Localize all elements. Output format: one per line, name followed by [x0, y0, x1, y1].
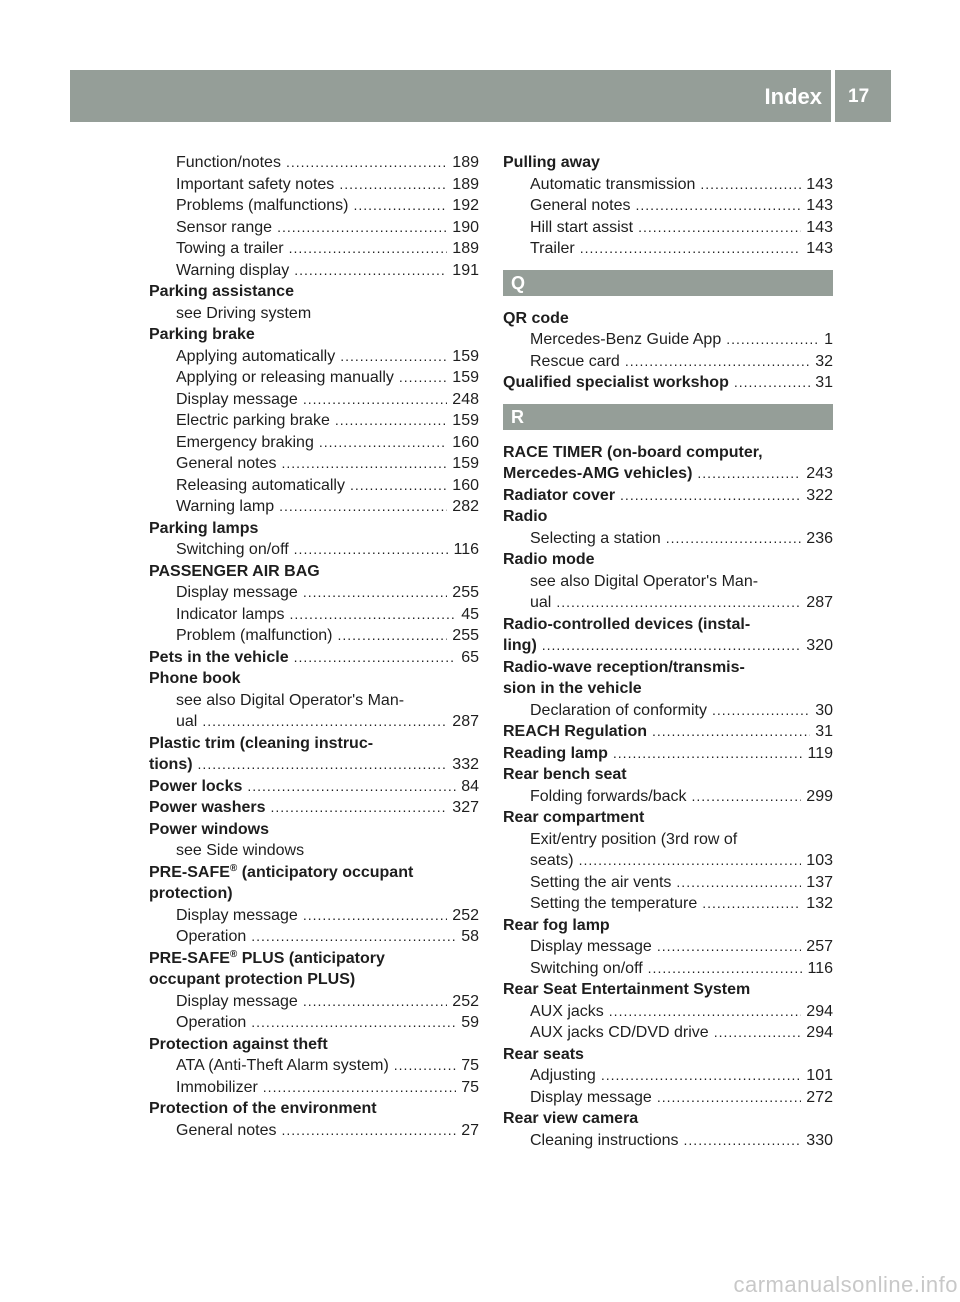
entry-text: PRE-SAFE® (anticipatory occupant — [149, 862, 414, 881]
entry-text: Problems (malfunctions) — [176, 197, 349, 214]
entry-text: Rear fog lamp — [503, 916, 610, 934]
dot-leader — [251, 926, 456, 948]
entry-text: PRE-SAFE® PLUS (anticipatory — [149, 948, 385, 967]
entry-page-number: 189 — [452, 154, 479, 171]
entry-text: Phone book — [149, 670, 241, 687]
index-entry[interactable] — [149, 647, 479, 669]
entry-text: Setting the temperature — [530, 895, 698, 912]
dot-leader — [657, 1087, 801, 1109]
index-entry — [503, 1108, 833, 1130]
entry-page-number: 119 — [807, 744, 833, 762]
entry-text: Important safety notes — [176, 175, 335, 193]
entry-page-number: 236 — [806, 529, 833, 547]
dot-leader — [580, 238, 802, 260]
entry-text: ATA (Anti-Theft Alarm system) — [176, 1057, 389, 1074]
entry-text: Qualified specialist workshop — [503, 374, 729, 391]
entry-text: Rear bench seat — [503, 766, 627, 783]
entry-page-number: 137 — [806, 873, 833, 891]
entry-text: Selecting a station — [530, 529, 661, 547]
index-subentry[interactable] — [503, 850, 833, 872]
entry-text: Operation — [176, 1014, 247, 1031]
entry-text: Folding forwards/back — [530, 787, 687, 805]
entry-page-number: 191 — [452, 261, 479, 279]
entry-page-number: 132 — [806, 895, 833, 912]
index-entry — [149, 948, 479, 970]
entry-page-number: 272 — [806, 1088, 833, 1106]
entry-page-number: 192 — [452, 197, 479, 214]
entry-text: QR code — [503, 309, 569, 327]
index-subentry[interactable] — [149, 260, 479, 282]
entry-page-number: 282 — [452, 498, 479, 515]
index-entry[interactable] — [149, 797, 479, 819]
dot-leader — [542, 635, 802, 657]
index-entry — [149, 324, 479, 346]
entry-page-number: 294 — [806, 1002, 833, 1020]
entry-text: REACH Regulation — [503, 723, 647, 740]
dot-leader — [676, 872, 801, 894]
index-subentry[interactable] — [503, 195, 833, 217]
entry-text: Sensor range — [176, 218, 273, 236]
entry-text: Indicator lamps — [176, 605, 285, 623]
entry-text: Electric parking brake — [176, 412, 330, 429]
index-subentry[interactable] — [503, 217, 833, 239]
entry-page-number: 252 — [452, 992, 479, 1010]
dot-leader — [294, 647, 457, 669]
entry-page-number: 75 — [461, 1078, 479, 1096]
dot-leader — [303, 582, 447, 604]
index-subentry[interactable] — [503, 238, 833, 260]
entry-page-number: 252 — [452, 906, 479, 924]
entry-text: tions) — [149, 756, 193, 773]
index-subentry[interactable] — [149, 238, 479, 260]
entry-text: see Side windows — [176, 842, 305, 859]
dot-leader — [638, 217, 801, 239]
entry-page-number: 189 — [452, 175, 479, 193]
index-subentry[interactable] — [503, 1065, 833, 1087]
index-entry[interactable] — [149, 754, 479, 776]
index-entry — [149, 819, 479, 841]
entry-text: Rear compartment — [503, 809, 645, 826]
entry-text: Protection against theft — [149, 1035, 328, 1053]
index-subentry[interactable] — [149, 432, 479, 454]
index-subentry[interactable] — [149, 346, 479, 368]
dot-leader — [613, 743, 803, 765]
dot-leader — [354, 195, 448, 217]
index-subentry[interactable] — [503, 958, 833, 980]
entry-text: Radio-wave reception/transmis- — [503, 658, 745, 676]
index-entry[interactable] — [503, 743, 833, 765]
index-subentry[interactable] — [149, 539, 479, 561]
index-entry — [149, 862, 479, 884]
index-entry — [149, 883, 479, 905]
watermark: carmanualsonline.info — [733, 1272, 958, 1297]
dot-leader — [601, 1065, 801, 1087]
index-entry — [503, 549, 833, 571]
entry-text: Warning display — [176, 261, 290, 279]
entry-page-number: 190 — [452, 218, 479, 236]
entry-page-number: 30 — [815, 701, 833, 719]
dot-leader — [636, 195, 802, 217]
dot-leader — [319, 432, 447, 454]
dot-leader — [684, 1130, 802, 1152]
dot-leader — [271, 797, 448, 819]
index-subentry[interactable] — [149, 625, 479, 647]
index-subentry[interactable] — [503, 872, 833, 894]
dot-leader — [279, 496, 447, 518]
entry-page-number: 189 — [452, 240, 479, 257]
index-subentry[interactable] — [149, 389, 479, 411]
entry-page-number: 143 — [806, 218, 833, 236]
entry-text: Radio mode — [503, 551, 595, 568]
entry-text: Switching on/off — [176, 541, 289, 558]
index-subentry[interactable] — [149, 195, 479, 217]
dot-leader — [338, 625, 448, 647]
index-subentry — [149, 303, 479, 325]
entry-text: Problem (malfunction) — [176, 627, 333, 644]
entry-page-number: 31 — [815, 723, 833, 740]
dot-leader — [282, 1120, 457, 1142]
index-entry — [503, 308, 833, 330]
index-subentry[interactable] — [149, 453, 479, 475]
entry-text: Pets in the vehicle — [149, 648, 289, 666]
index-subentry[interactable] — [503, 1022, 833, 1044]
entry-text: Adjusting — [530, 1067, 596, 1084]
entry-page-number: 32 — [815, 352, 833, 370]
entry-text: Function/notes — [176, 154, 281, 171]
entry-text: occupant protection PLUS) — [149, 971, 356, 988]
entry-text: Operation — [176, 928, 247, 945]
index-entry — [503, 807, 833, 829]
dot-leader — [697, 463, 801, 485]
header-separator — [831, 70, 835, 122]
index-subentry[interactable] — [149, 496, 479, 518]
entry-page-number: 27 — [461, 1121, 479, 1139]
entry-page-number: 160 — [452, 476, 479, 494]
entry-page-number: 65 — [461, 648, 479, 666]
entry-text: AUX jacks CD/DVD drive — [530, 1024, 709, 1041]
entry-page-number: 159 — [452, 412, 479, 429]
entry-page-number: 75 — [461, 1057, 479, 1074]
index-entry — [149, 668, 479, 690]
index-subentry — [503, 571, 833, 593]
index-subentry[interactable] — [149, 217, 479, 239]
index-subentry[interactable] — [149, 475, 479, 497]
entry-page-number: 116 — [453, 541, 479, 558]
entry-page-number: 143 — [806, 240, 833, 257]
entry-text: Declaration of conformity — [530, 701, 707, 719]
index-entry[interactable] — [503, 485, 833, 507]
index-subentry[interactable] — [149, 905, 479, 927]
dot-leader — [263, 1077, 456, 1099]
index-subentry[interactable] — [149, 926, 479, 948]
entry-text: Radio — [503, 508, 548, 525]
dot-leader — [620, 485, 801, 507]
dot-leader — [625, 351, 810, 373]
dot-leader — [282, 453, 448, 475]
section-header-q: Q — [503, 270, 833, 296]
dot-leader — [712, 700, 810, 722]
entry-text: Power locks — [149, 777, 243, 795]
entry-text: Plastic trim (cleaning instruc- — [149, 734, 374, 752]
index-subentry — [503, 829, 833, 851]
entry-page-number: 255 — [452, 584, 479, 601]
entry-text: Mercedes-AMG vehicles) — [503, 465, 693, 482]
entry-text: Radiator cover — [503, 486, 616, 504]
entry-text: Display message — [176, 906, 298, 924]
dot-leader — [666, 528, 802, 550]
entry-text: Reading lamp — [503, 744, 608, 762]
index-subentry[interactable] — [149, 1077, 479, 1099]
index-subentry[interactable] — [503, 700, 833, 722]
entry-page-number: 299 — [806, 787, 833, 805]
index-subentry[interactable] — [503, 1087, 833, 1109]
entry-text: Parking assistance — [149, 283, 294, 300]
entry-page-number: 330 — [806, 1131, 833, 1149]
dot-leader — [350, 475, 447, 497]
entry-text: Parking lamps — [149, 519, 259, 537]
dot-leader — [202, 711, 447, 733]
index-entry — [149, 969, 479, 991]
index-subentry[interactable] — [503, 1130, 833, 1152]
index-subentry[interactable] — [149, 152, 479, 174]
entry-page-number: 159 — [452, 369, 479, 386]
index-subentry[interactable] — [149, 991, 479, 1013]
entry-text: Rescue card — [530, 352, 620, 370]
index-subentry[interactable] — [503, 936, 833, 958]
dot-leader — [714, 1022, 802, 1044]
index-subentry[interactable] — [503, 174, 833, 196]
entry-page-number: 101 — [806, 1067, 833, 1084]
dot-leader — [303, 905, 447, 927]
dot-leader — [609, 1001, 802, 1023]
index-entry[interactable] — [503, 635, 833, 657]
dot-leader — [648, 958, 803, 980]
index-entry — [503, 442, 833, 464]
index-subentry[interactable] — [149, 1120, 479, 1142]
index-entry — [149, 1034, 479, 1056]
index-entry[interactable] — [503, 463, 833, 485]
entry-text: Parking brake — [149, 326, 255, 343]
index-subentry[interactable] — [503, 893, 833, 915]
index-column-right — [503, 152, 833, 1151]
index-subentry[interactable] — [149, 1012, 479, 1034]
index-entry — [149, 518, 479, 540]
dot-leader — [700, 174, 801, 196]
entry-page-number: 294 — [806, 1024, 833, 1041]
entry-text: Display message — [530, 938, 652, 955]
index-entry — [149, 733, 479, 755]
entry-text: Pulling away — [503, 154, 600, 171]
entry-page-number: 332 — [452, 756, 479, 773]
entry-text: Radio-controlled devices (instal- — [503, 615, 751, 633]
dot-leader — [198, 754, 448, 776]
entry-page-number: 257 — [806, 938, 833, 955]
entry-page-number: 116 — [807, 959, 833, 977]
index-entry — [503, 614, 833, 636]
entry-page-number: 103 — [806, 852, 833, 869]
entry-page-number: 287 — [452, 713, 479, 730]
entry-text: Towing a trailer — [176, 240, 284, 257]
entry-text: Emergency braking — [176, 433, 314, 451]
entry-text: General notes — [176, 1121, 277, 1139]
entry-page-number: 320 — [806, 637, 833, 654]
dot-leader — [692, 786, 802, 808]
entry-page-number: 45 — [461, 605, 479, 623]
index-subentry — [149, 840, 479, 862]
dot-leader — [702, 893, 801, 915]
dot-leader — [277, 217, 447, 239]
entry-text: Immobilizer — [176, 1078, 258, 1096]
section-header-r: R — [503, 404, 833, 430]
index-subentry[interactable] — [503, 592, 833, 614]
entry-page-number: 143 — [806, 197, 833, 214]
index-entry — [149, 281, 479, 303]
entry-page-number: 327 — [452, 799, 479, 816]
entry-text: ual — [176, 713, 198, 730]
dot-leader — [579, 850, 802, 872]
entry-text: ling) — [503, 637, 537, 654]
dot-leader — [399, 367, 447, 389]
dot-leader — [339, 174, 447, 196]
entry-page-number: 1 — [824, 331, 833, 348]
index-subentry[interactable] — [149, 367, 479, 389]
entry-text: protection) — [149, 885, 233, 902]
dot-leader — [340, 346, 447, 368]
index-entry — [503, 979, 833, 1001]
entry-text: Rear seats — [503, 1045, 584, 1063]
dot-leader — [734, 372, 810, 394]
entry-text: AUX jacks — [530, 1002, 604, 1020]
index-subentry[interactable] — [503, 351, 833, 373]
index-subentry[interactable] — [149, 604, 479, 626]
dot-leader — [726, 329, 819, 351]
entry-text: Rear Seat Entertainment System — [503, 981, 751, 998]
page-title: Index — [764, 84, 822, 109]
entry-text: Power washers — [149, 799, 266, 816]
dot-leader — [556, 592, 801, 614]
index-entry — [503, 152, 833, 174]
index-entry — [503, 1044, 833, 1066]
entry-text: Warning lamp — [176, 498, 275, 515]
entry-text: Setting the air vents — [530, 873, 672, 891]
entry-text: Trailer — [530, 240, 575, 257]
dot-leader — [394, 1055, 456, 1077]
dot-leader — [657, 936, 801, 958]
index-entry — [149, 561, 479, 583]
index-entry — [503, 506, 833, 528]
entry-text: see also Digital Operator's Man- — [176, 691, 405, 709]
dot-leader — [652, 721, 810, 743]
entry-text: RACE TIMER (on-board computer, — [503, 443, 763, 461]
index-subentry[interactable] — [503, 786, 833, 808]
entry-page-number: 58 — [461, 928, 479, 945]
entry-text: Mercedes-Benz Guide App — [530, 331, 722, 348]
entry-text: Display message — [530, 1088, 652, 1106]
entry-page-number: 322 — [806, 486, 833, 504]
entry-text: see also Digital Operator's Man- — [530, 572, 759, 590]
page-number: 17 — [848, 86, 870, 107]
entry-text: General notes — [176, 455, 277, 472]
entry-page-number: 59 — [461, 1014, 479, 1031]
entry-page-number: 159 — [452, 455, 479, 472]
entry-text: Display message — [176, 390, 298, 408]
index-entry — [149, 1098, 479, 1120]
entry-text: sion in the vehicle — [503, 680, 642, 697]
index-entry — [503, 657, 833, 679]
entry-text: Protection of the environment — [149, 1100, 377, 1117]
entry-text: Applying or releasing manually — [176, 369, 394, 386]
entry-text: Automatic transmission — [530, 175, 696, 193]
entry-page-number: 31 — [815, 374, 833, 391]
dot-leader — [251, 1012, 456, 1034]
dot-leader — [303, 991, 447, 1013]
entry-text: seats) — [530, 852, 574, 869]
index-subentry[interactable] — [149, 1055, 479, 1077]
entry-text: Display message — [176, 584, 298, 601]
entry-text: Switching on/off — [530, 959, 643, 977]
dot-leader — [247, 776, 456, 798]
entry-page-number: 143 — [806, 175, 833, 193]
entry-text: Exit/entry position (3rd row of — [530, 830, 738, 848]
dot-leader — [290, 604, 457, 626]
index-entry — [503, 764, 833, 786]
dot-leader — [294, 260, 447, 282]
entry-text: General notes — [530, 197, 631, 214]
entry-page-number: 287 — [806, 594, 833, 611]
entry-page-number: 84 — [461, 777, 479, 795]
entry-page-number: 243 — [806, 465, 833, 482]
entry-text: Releasing automatically — [176, 476, 345, 494]
entry-text: see Driving system — [176, 304, 312, 322]
index-subentry[interactable] — [149, 582, 479, 604]
entry-page-number: 159 — [452, 347, 479, 365]
index-entry[interactable] — [503, 721, 833, 743]
entry-text: Display message — [176, 992, 298, 1010]
index-entry — [503, 915, 833, 937]
entry-page-number: 255 — [452, 627, 479, 644]
index-column-left — [149, 152, 479, 1141]
entry-page-number: 160 — [452, 433, 479, 451]
index-subentry[interactable] — [503, 528, 833, 550]
entry-text: ual — [530, 594, 552, 611]
entry-text: Rear view camera — [503, 1110, 639, 1127]
index-subentry[interactable] — [503, 1001, 833, 1023]
entry-text: Power windows — [149, 820, 270, 838]
index-subentry[interactable] — [149, 711, 479, 733]
dot-leader — [303, 389, 447, 411]
dot-leader — [335, 410, 447, 432]
dot-leader — [294, 539, 449, 561]
index-entry — [503, 678, 833, 700]
entry-text: Cleaning instructions — [530, 1131, 679, 1149]
index-subentry[interactable] — [149, 174, 479, 196]
dot-leader — [286, 152, 447, 174]
index-entry[interactable] — [503, 372, 833, 394]
entry-text: Applying automatically — [176, 347, 336, 365]
entry-text: Hill start assist — [530, 218, 634, 236]
index-subentry — [149, 690, 479, 712]
entry-text: PASSENGER AIR BAG — [149, 562, 320, 580]
entry-page-number: 248 — [452, 390, 479, 408]
dot-leader — [289, 238, 448, 260]
index-subentry[interactable] — [503, 329, 833, 351]
index-subentry[interactable] — [149, 410, 479, 432]
index-entry[interactable] — [149, 776, 479, 798]
